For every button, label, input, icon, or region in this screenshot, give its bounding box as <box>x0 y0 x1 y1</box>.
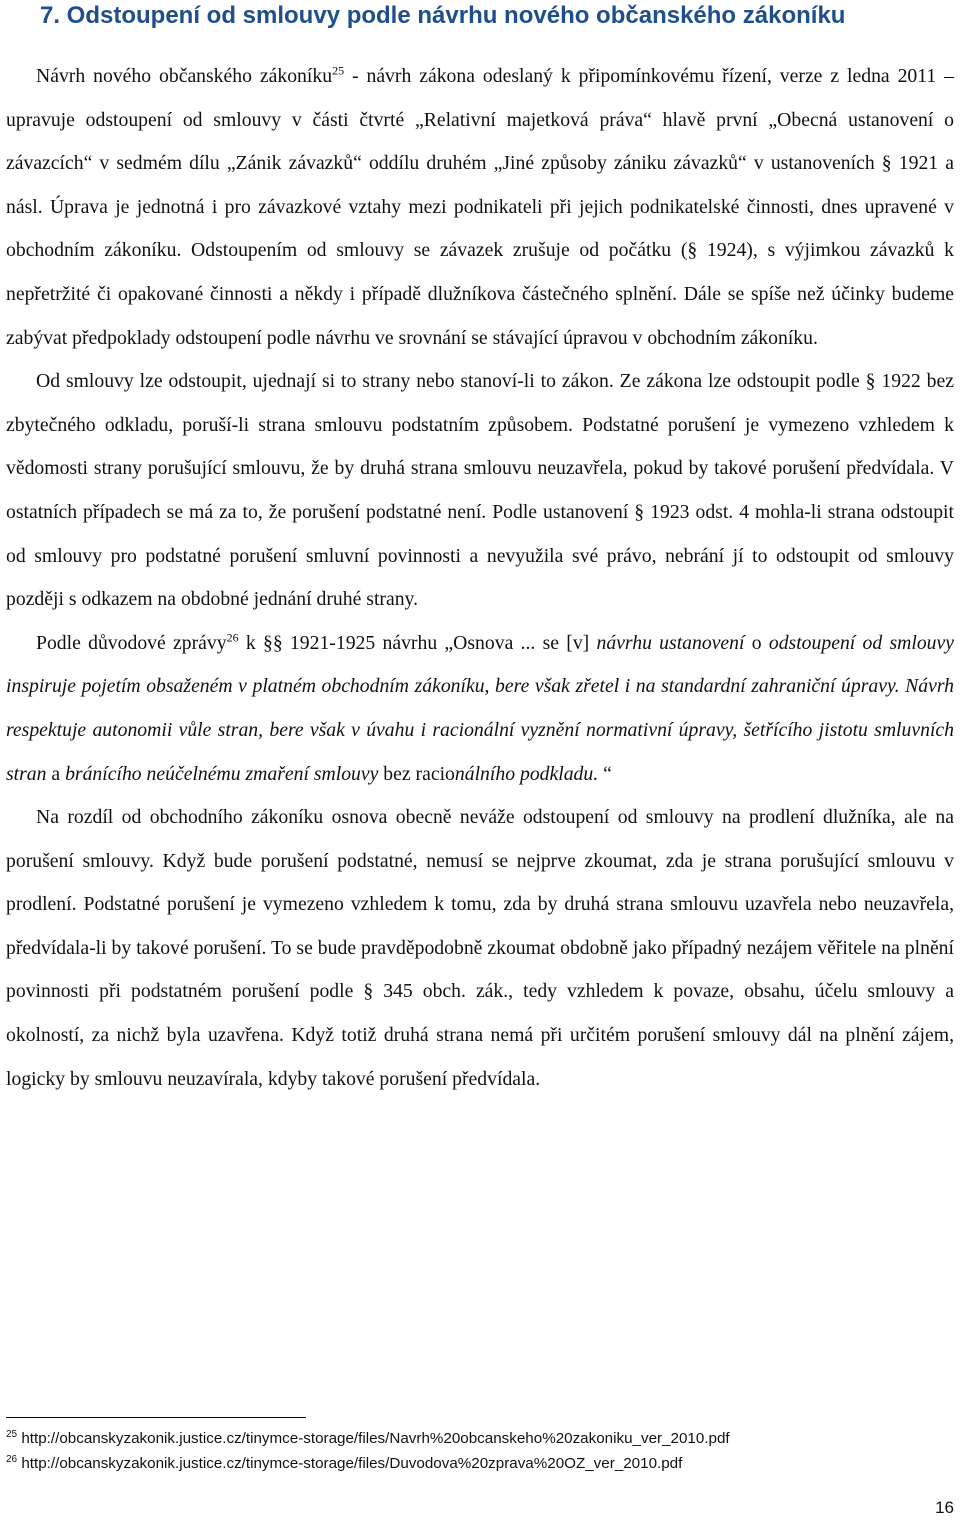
quote-italic-3: bránícího neúčelnému zmaření smlouvy <box>65 762 379 785</box>
paragraph-2: Od smlouvy lze odstoupit, ujednají si to strany nebo stanoví-li to zákon. Ze zákona lze odstoupit podle § 1922 bez zbytečného odkladu, poruší-li strana smlouvu podstatním způsobem. Podstatné porušení je vymezeno vzhledem k vědomosti strany porušující smlouvu, že by druhá strana smlouvu neuzavřela, pokud by takové porušení předvídala. V ostatních případech se má za to, že porušení podstatné není. Podle ustanovení § 1923 odst. 4 mohla-li strana odstoupit od smlouvy pro podstatné porušení smluvní povinnosti a nevyužila své právo, nebrání jí to odstoupit od smlouvy později s odkazem na obdobné jednání druhé strany. <box>6 370 954 611</box>
footnote-link[interactable]: http://obcanskyzakonik.justice.cz/tinymce-storage/files/Duvodova%20zprava%20OZ_ver_2010.pdf <box>17 1455 683 1472</box>
footnote-separator <box>6 1417 306 1418</box>
paragraph-1 <box>6 55 954 360</box>
paragraph-1-text-a: Návrh nového občanského zákoníku <box>36 65 333 87</box>
page-number: 16 <box>935 1498 954 1517</box>
paragraph-3-text-e: bez racio <box>378 762 455 785</box>
paragraph-3-text-b: k §§ 1921-1925 návrhu „Osnova ... se [v] <box>238 631 597 654</box>
footnote-number: 25 <box>6 1428 18 1440</box>
quote-italic-4: nálního podkladu. <box>454 762 599 785</box>
quote-italic-2: odstoupení od smlouvy inspiruje pojetím obsaženém v platném obchodním zákoníku, bere však zřetel i na standardní zahraniční úpravy. Návrh respektuje autonomii vůle stran, bere však v úvahu i racionální vyznění normativní úpravy, šetřícího jistotu smluvních stran <box>6 631 954 785</box>
footnote-link[interactable]: http://obcanskyzakonik.justice.cz/tinymce-storage/files/Navrh%20obcanskeho%20zakoniku_ver_2010.pdf <box>17 1430 730 1447</box>
paragraph-3-text-a: Podle důvodové zprávy <box>36 631 227 654</box>
footnote-ref-25: 25 <box>332 63 345 78</box>
footnotes <box>6 1426 954 1476</box>
footnote-26 <box>6 1451 954 1476</box>
section-heading: 7. Odstoupení od smlouvy podle návrhu nového občanského zákoníku <box>40 2 846 29</box>
quote-italic-1: návrhu ustanovení <box>596 631 745 654</box>
body-text <box>6 55 954 1101</box>
footnote-number: 26 <box>6 1453 18 1465</box>
footnote-ref-26: 26 <box>226 630 239 645</box>
paragraph-1-text-b: - návrh zákona odeslaný k připomínkovému řízení, verze z ledna 2011 – upravuje odstoupení od smlouvy v části čtvrté „Relativní majetková práva“ hlavě první „Obecná ustanovení o závazcích“ v sedmém dílu „Zánik závazků“ oddílu druhém „Jiné způsoby zániku závazků“ v ustanoveních § 1921 a násl. Úprava je jednotná i pro závazkové vztahy mezi podnikateli při jejich podnikatelské činnosti, dnes upravené v obchodním zákoníku. Odstoupením od smlouvy se závazek zrušuje od počátku (§ 1924), s výjimkou závazků k nepřetržité či opakované činnosti a někdy i případě dlužníkova částečného splnění. Dále se spíše než účinky budeme zabývat předpoklady odstoupení podle návrhu ve srovnání se stávající úpravou v obchodním zákoníku. <box>6 65 955 349</box>
paragraph-3-text-d: a <box>46 762 66 785</box>
paragraph-3-text-f: “ <box>598 762 612 785</box>
paragraph-4: Na rozdíl od obchodního zákoníku osnova obecně neváže odstoupení od smlouvy na prodlení dlužníka, ale na porušení smlouvy. Když bude porušení podstatné, nemusí se nejprve zkoumat, zda je strana porušující smlouvu v prodlení. Podstatné porušení je vymezeno vzhledem k tomu, zda by druhá strana smlouvu uzavřela nebo neuzavřela, předvídala-li by takové porušení. To se bude pravděpodobně zkoumat obdobně jako případný nezájem věřitele na plnění povinnosti při podstatném porušení podle § 345 obch. zák., tedy vzhledem k povaze, obsahu, účelu smlouvy a okolností, za nichž byla uzavřena. Když totiž druhá strana nemá při určitém porušení smlouvy dál na plnění zájem, logicky by smlouvu neuzavírala, kdyby takové porušení předvídala. <box>6 806 954 1090</box>
paragraph-3 <box>6 622 954 796</box>
footnote-25 <box>6 1426 954 1451</box>
paragraph-3-text-c: o <box>744 631 769 654</box>
